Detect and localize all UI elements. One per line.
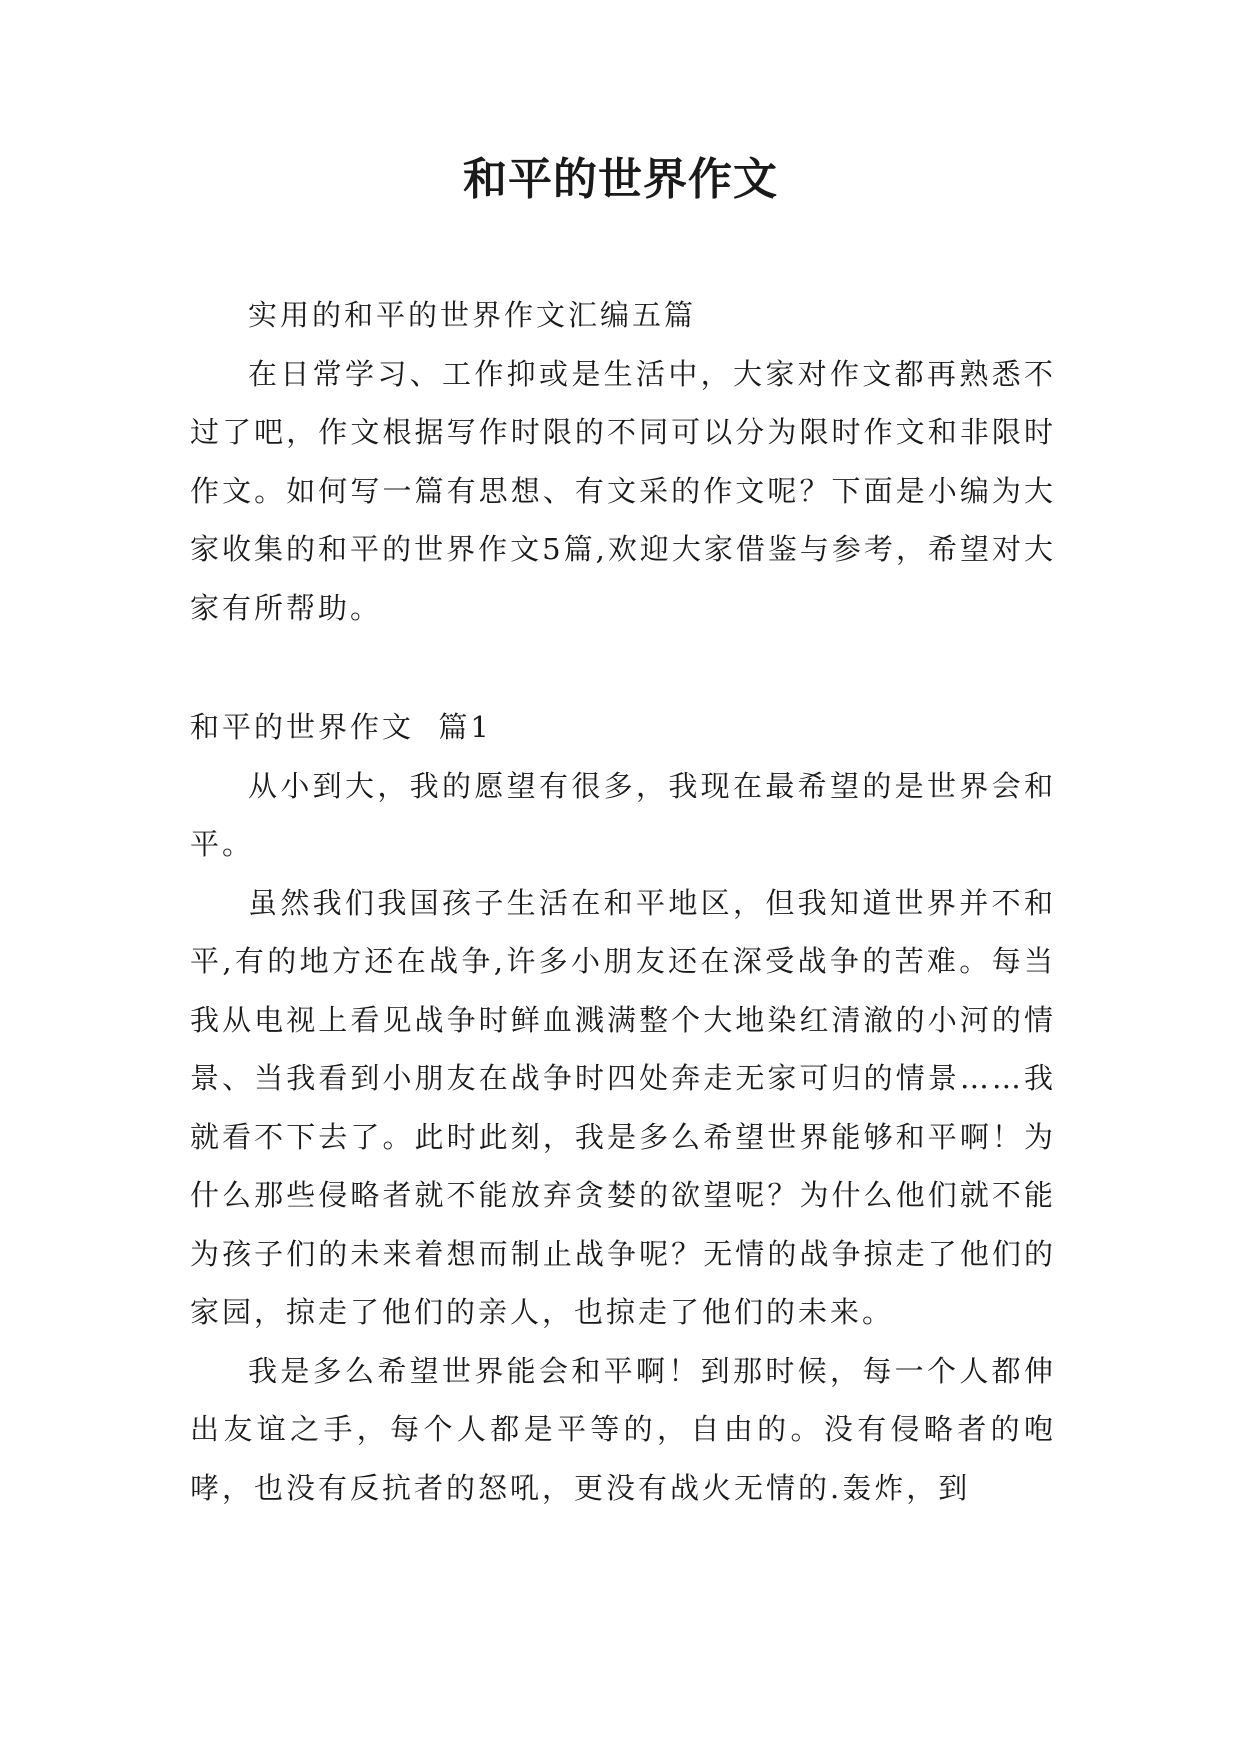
body-paragraph: 从小到大，我的愿望有很多，我现在最希望的是世界会和平。: [190, 768, 1056, 861]
section-spacer: [190, 637, 1056, 698]
document-title: 和平的世界作文: [463, 154, 778, 205]
document-subtitle: 实用的和平的世界作文汇编五篇: [248, 298, 697, 332]
intro-paragraph: 在日常学习、工作抑或是生活中，大家对作文都再熟悉不过了吧，作文根据写作时限的不同可以分为限时作文和非限时作文。如何写一篇有思想、有文采的作文呢？下面是小编为大家收集的和平的世界作文5篇,欢迎大家借鉴与参考，希望对大家有所帮助。: [190, 356, 1056, 625]
section-heading: 和平的世界作文 篇1: [190, 710, 492, 744]
document-body: [190, 286, 1056, 1517]
body-paragraph: 我是多么希望世界能会和平啊！到那时候，每一个人都伸出友谊之手，每个人都是平等的，自由的。没有侵略者的咆哮，也没有反抗者的怒吼，更没有战火无情的.轰炸，到: [190, 1353, 1056, 1505]
body-paragraph: 虽然我们我国孩子生活在和平地区，但我知道世界并不和平,有的地方还在战争,许多小朋友还在深受战争的苦难。每当我从电视上看见战争时鲜血溅满整个大地染红清澈的小河的情景、当我看到小朋友在战争时四处奔走无家可归的情景……我就看不下去了。此时此刻，我是多么希望世界能够和平啊！为什么那些侵略者就不能放弃贪婪的欲望呢？为什么他们就不能为孩子们的未来着想而制止战争呢？无情的战争掠走了他们的家园，掠走了他们的亲人，也掠走了他们的未来。: [190, 885, 1056, 1329]
